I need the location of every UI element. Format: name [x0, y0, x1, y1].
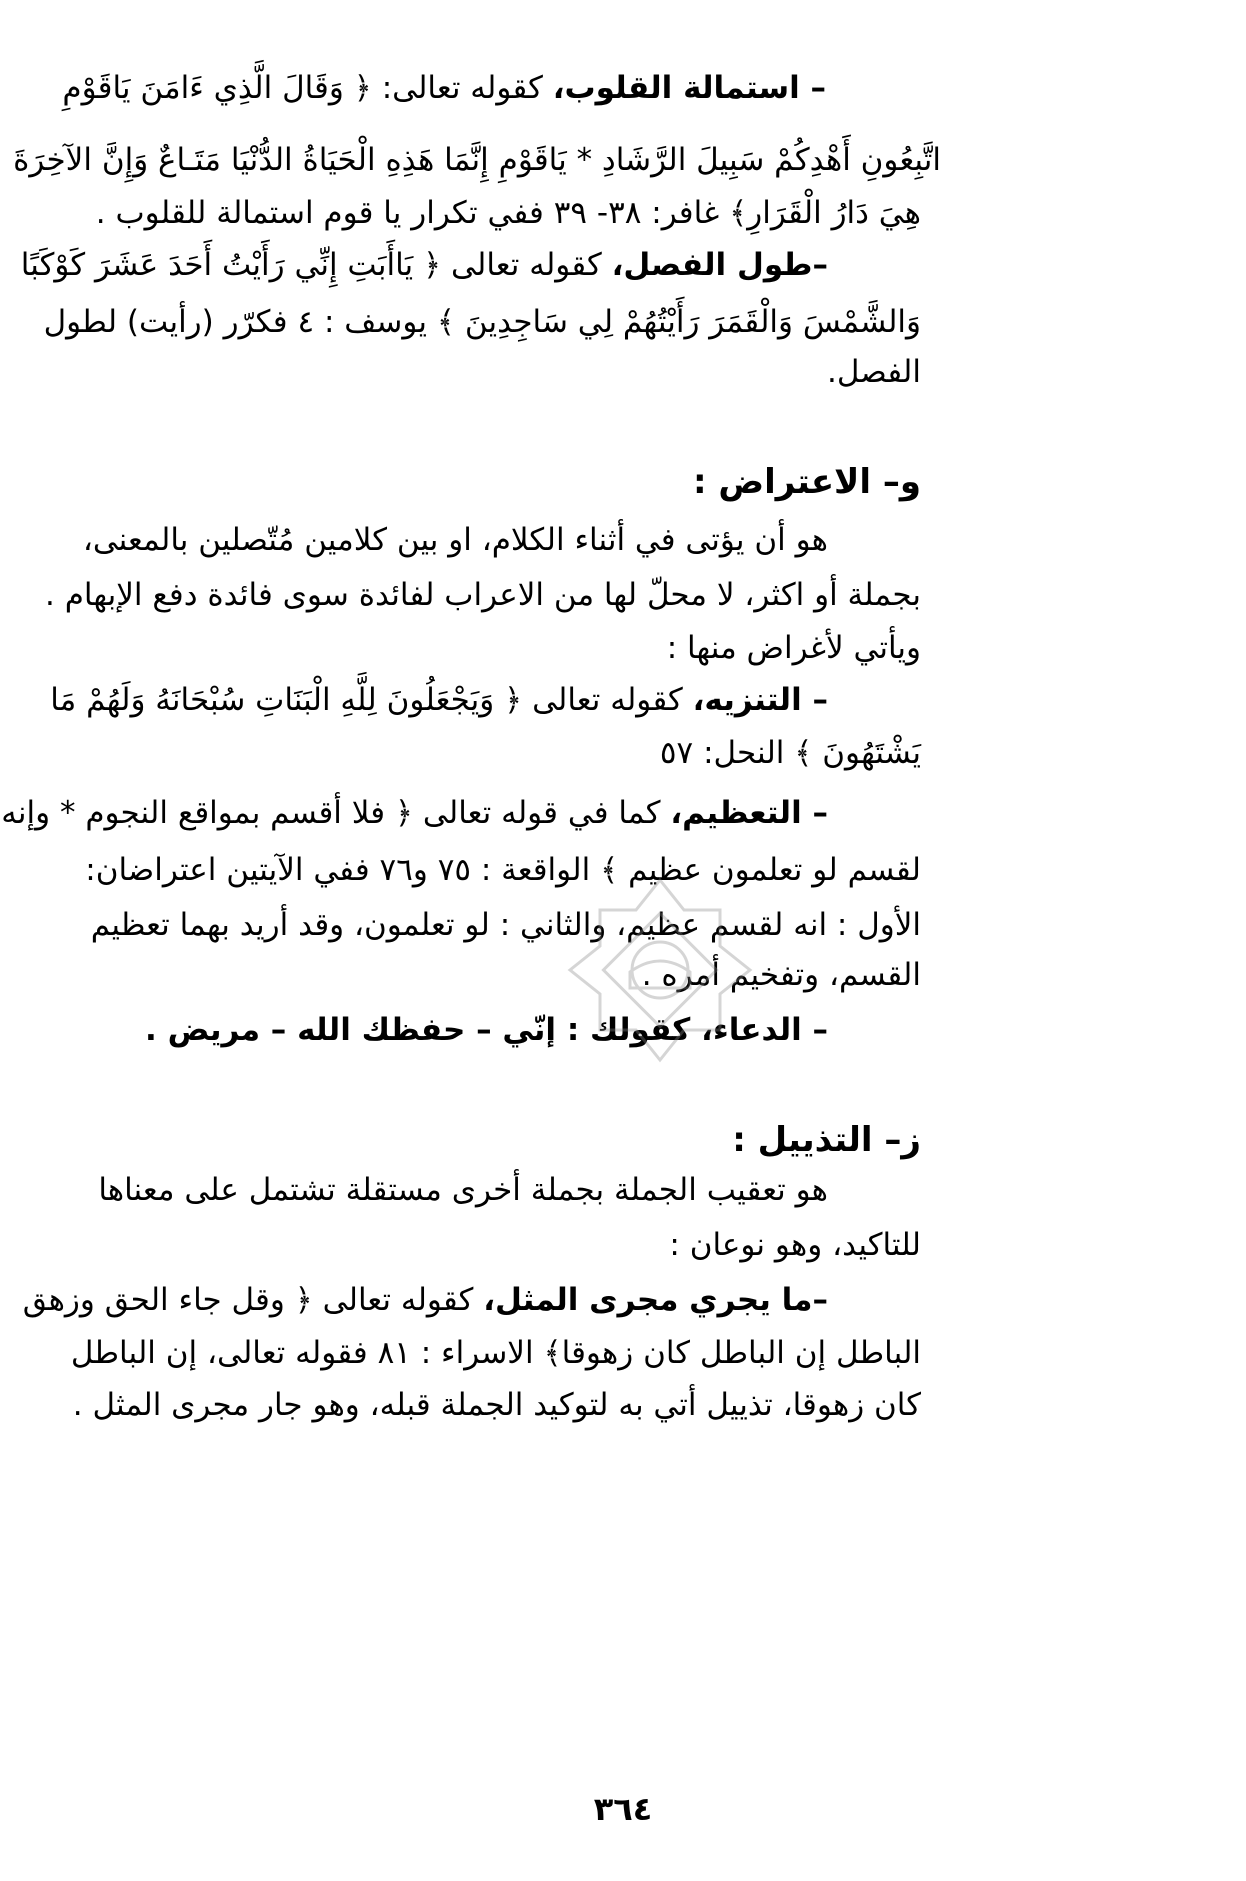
page-number: ٣٦٤ [593, 1790, 653, 1828]
term-separation-length: –طول الفصل، [611, 247, 828, 283]
line-17: هو تعقيب الجملة بجملة أخرى مستقلة تشتمل على معناها [98, 1172, 828, 1208]
line-7: هو أن يؤتى في أثناء الكلام، او بين كلامين مُتّصلين بالمعنى، [82, 522, 828, 558]
line-text: كقوله تعالى ﴿ يَاأَبَتِ إِنِّي رَأَيْتُ أَحَدَ عَشَرَ كَوْكَبًا [20, 247, 612, 283]
line-1 [62, 68, 826, 108]
line-3: هِيَ دَارُ الْقَرَارِ﴾ غافر: ٣٨- ٣٩ ففي تكرار يا قوم استمالة للقلوب . [95, 195, 921, 231]
section-heading-interjection: و– الاعتراض : [692, 462, 921, 502]
line-text: كقوله تعالى: ﴿ وَقَالَ الَّذِي ءَامَنَ يَاقَوْمِ [62, 70, 553, 106]
line-20: الباطل إن الباطل كان زهوقا﴾ الاسراء : ٨١ فقوله تعالى، إن الباطل [70, 1335, 921, 1371]
line-10 [50, 680, 828, 720]
library-seal-watermark [560, 870, 760, 1070]
line-9: ويأتي لأغراض منها : [666, 630, 921, 666]
line-text: كقوله تعالى ﴿ وَيَجْعَلُونَ لِلَّهِ الْبَنَاتِ سُبْحَانَهُ وَلَهُمْ مَا [50, 682, 693, 718]
line-5: وَالشَّمْسَ وَالْقَمَرَ رَأَيْتُهُمْ لِي سَاجِدِينَ ﴾ يوسف : ٤ فكرّر (رأيت) لطول [43, 304, 921, 340]
line-text: كما في قوله تعالى ﴿ فلا أقسم بمواقع النجوم * وإنه [1, 795, 671, 831]
section-heading-tail: ز– التذييل : [732, 1120, 921, 1160]
line-16: – الدعاء، كقولك : إنّي – حفظك الله – مريض . [145, 1012, 828, 1048]
line-19 [23, 1280, 828, 1320]
line-6: الفصل. [827, 354, 921, 390]
line-18: للتاكيد، وهو نوعان : [669, 1227, 921, 1263]
line-14: الأول : انه لقسم عظيم، والثاني : لو تعلمون، وقد أريد بهما تعظيم [90, 907, 921, 943]
term-exaltation: – التنزيه، [692, 682, 828, 718]
line-12 [1, 793, 828, 833]
line-15: القسم، وتفخيم أمره . [641, 957, 921, 993]
line-21: كان زهوقا، تذييل أتي به لتوكيد الجملة قبله، وهو جار مجرى المثل . [72, 1387, 921, 1423]
line-13: لقسم لو تعلمون عظيم ﴾ الواقعة : ٧٥ و٧٦ ففي الآيتين اعتراضان: [85, 852, 921, 888]
line-2: اتَّبِعُونِ أَهْدِكُمْ سَبِيلَ الرَّشَادِ * يَاقَوْمِ إِنَّمَا هَذِهِ الْحَيَاةُ الدُّنْيَا مَتَـاعٌ وَإِنَّ الآخِرَةَ [13, 142, 941, 178]
term-heart-attraction: – استمالة القلوب، [552, 70, 826, 106]
line-11: يَشْتَهُونَ ﴾ النحل: ٥٧ [659, 735, 921, 771]
line-8: بجملة أو اكثر، لا محلّ لها من الاعراب لفائدة سوى فائدة دفع الإبهام . [44, 577, 921, 613]
line-text: كقوله تعالى ﴿ وقل جاء الحق وزهق [22, 1282, 484, 1318]
term-glorification: – التعظيم، [670, 795, 828, 831]
term-proverb-like: –ما يجري مجرى المثل، [483, 1282, 828, 1318]
line-4 [21, 245, 828, 285]
